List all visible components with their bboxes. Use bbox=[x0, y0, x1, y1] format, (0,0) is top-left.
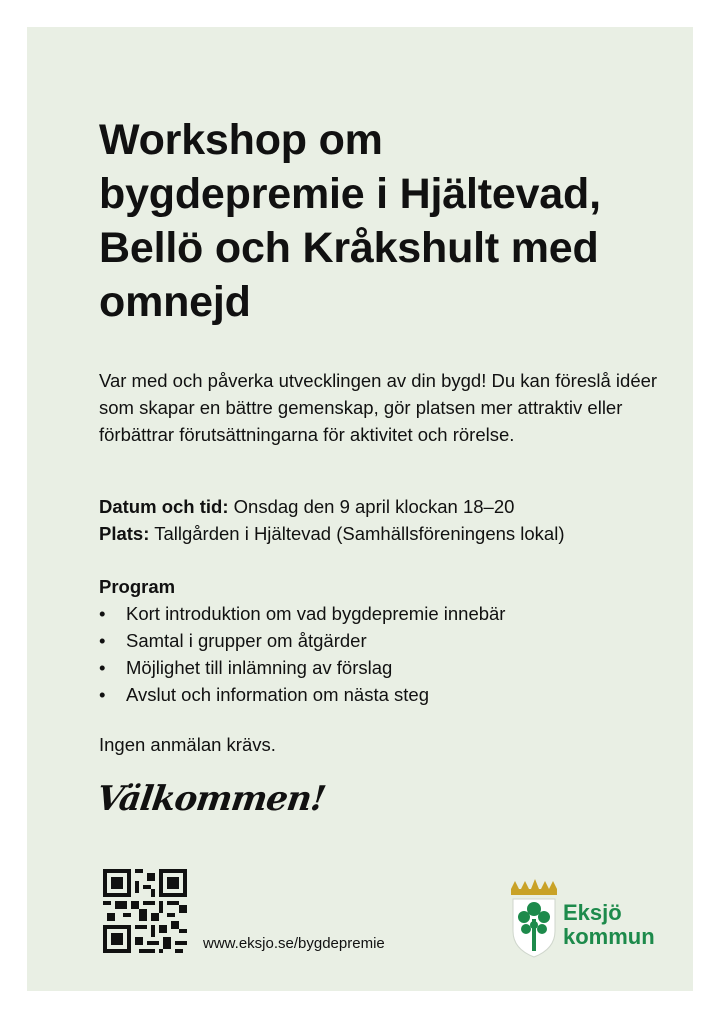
poster bbox=[27, 27, 693, 991]
welcome-text: Välkommen! bbox=[94, 779, 328, 819]
program-heading: Program bbox=[99, 576, 176, 597]
place-line bbox=[99, 520, 679, 547]
event-details bbox=[99, 493, 679, 547]
logo-line2: kommun bbox=[563, 924, 655, 949]
poster-title: Workshop om bygdepremie i Hjältevad, Bellö och Kråkshult med omnejd bbox=[99, 116, 601, 326]
program-list bbox=[99, 600, 659, 708]
date-label: Datum och tid: bbox=[99, 496, 229, 517]
logo-line1: Eksjö bbox=[563, 900, 622, 925]
place-value: Tallgården i Hjältevad (Samhällsföreningens lokal) bbox=[149, 523, 565, 544]
registration-note: Ingen anmälan krävs. bbox=[99, 734, 276, 755]
date-value: Onsdag den 9 april klockan 18–20 bbox=[228, 496, 515, 517]
qr-code-icon[interactable] bbox=[103, 869, 187, 953]
date-line bbox=[99, 493, 679, 520]
place-label: Plats: bbox=[99, 523, 150, 544]
list-item: • Kort introduktion om vad bygdepremie innebär bbox=[99, 600, 659, 627]
program-section bbox=[99, 573, 659, 708]
list-item: • Avslut och information om nästa steg bbox=[99, 681, 659, 708]
list-item: • Samtal i grupper om åtgärder bbox=[99, 627, 659, 654]
list-item: • Möjlighet till inlämning av förslag bbox=[99, 654, 659, 681]
intro-text: Var med och påverka utvecklingen av din bygd! Du kan föreslå idéer som skapar en bättre gemenskap, gör platsen mer attraktiv eller förbättrar förutsättningarna för aktivitet och rörelse. bbox=[99, 370, 658, 445]
website-link[interactable]: www.eksjo.se/bygdepremie bbox=[203, 935, 385, 952]
logo-wordmark bbox=[563, 901, 655, 949]
